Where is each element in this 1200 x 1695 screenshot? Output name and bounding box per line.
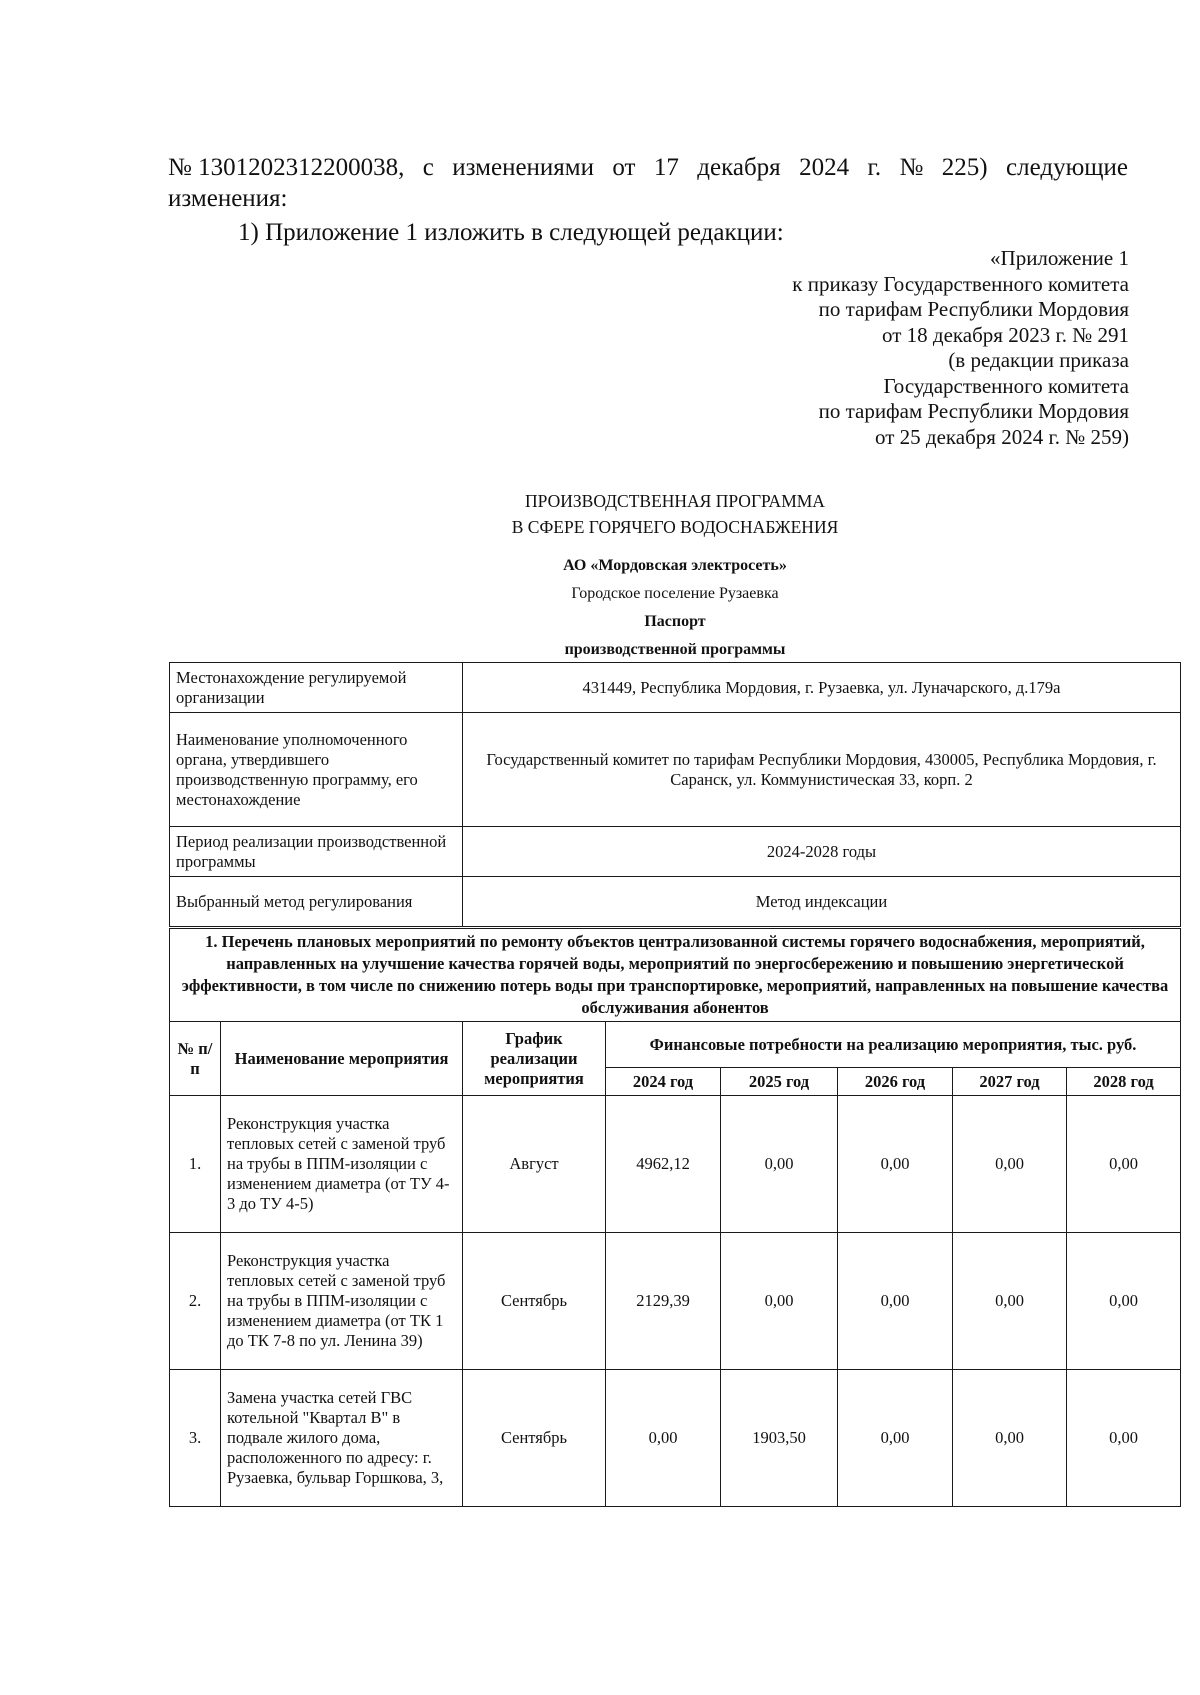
passport-value: Государственный комитет по тарифам Республики Мордовия, 430005, Республика Мордовия, г. Саранск, ул. Коммунистическая 33, корп. 2 (463, 713, 1181, 827)
appendix-header (569, 246, 1129, 450)
row-number: 3. (170, 1370, 221, 1507)
row-number: 1. (170, 1096, 221, 1233)
cell-2026: 0,00 (838, 1370, 953, 1507)
amendment-item-1: 1) Приложение 1 изложить в следующей редакции: (238, 219, 784, 246)
year-header: 2024 год (606, 1068, 721, 1096)
cell-2025: 0,00 (721, 1096, 838, 1233)
measure-schedule: Сентябрь (463, 1233, 606, 1370)
cell-2026: 0,00 (838, 1233, 953, 1370)
section-heading: 1. Перечень плановых мероприятий по ремонту объектов централизованной системы горячего водоснабжения, мероприятий, направленных на улучшение качества горячей воды, мероприятий по энергосбережению и повышению энергетической эффективности, в том числе по снижению потерь воды при транспортировке, мероприятий, направленных на повышение качества обслуживания абонентов (170, 929, 1181, 1022)
cell-2027: 0,00 (953, 1370, 1067, 1507)
cell-2024: 2129,39 (606, 1233, 721, 1370)
passport-label: Местонахождение регулируемой организации (170, 663, 463, 713)
appendix-line: по тарифам Республики Мордовия (818, 399, 1129, 423)
cell-2028: 0,00 (1067, 1233, 1181, 1370)
cell-2024: 0,00 (606, 1370, 721, 1507)
cell-2027: 0,00 (953, 1233, 1067, 1370)
measures-table (169, 928, 1181, 1507)
passport-row (170, 713, 1181, 827)
passport-value: 2024-2028 годы (463, 827, 1181, 877)
cell-2024: 4962,12 (606, 1096, 721, 1233)
program-title: ПРОИЗВОДСТВЕННАЯ ПРОГРАММА В СФЕРЕ ГОРЯЧЕГО ВОДОСНАБЖЕНИЯ (511, 491, 839, 537)
organization-block (300, 552, 1050, 664)
settlement-name: Городское поселение Рузаевка (571, 585, 779, 602)
appendix-line: (в редакции приказа (948, 348, 1129, 372)
passport-table (169, 662, 1181, 927)
cell-2028: 0,00 (1067, 1096, 1181, 1233)
row-number: 2. (170, 1233, 221, 1370)
appendix-line: от 25 декабря 2024 г. № 259) (875, 424, 1129, 449)
cell-2025: 1903,50 (721, 1370, 838, 1507)
appendix-line: Государственного комитета (883, 373, 1129, 398)
table-row (170, 1370, 1181, 1507)
intro-line-2: изменения: (168, 185, 288, 212)
passport-row (170, 827, 1181, 877)
passport-label: Наименование уполномоченного органа, утвердившего производственную программу, его местонахождение (170, 713, 463, 827)
cell-2027: 0,00 (953, 1096, 1067, 1233)
passport-subheading: производственной программы (564, 641, 786, 658)
col-header-name: Наименование мероприятия (221, 1022, 463, 1096)
measure-name: Реконструкция участка тепловых сетей с заменой труб на трубы в ППМ-изоляции с изменением диаметра (от ТК 1 до ТК 7-8 по ул. Ленина 39) (221, 1233, 463, 1370)
year-header: 2028 год (1067, 1068, 1181, 1096)
table-row (170, 1096, 1181, 1233)
measure-schedule: Сентябрь (463, 1370, 606, 1507)
cell-2026: 0,00 (838, 1096, 953, 1233)
col-header-num: № п/п (170, 1022, 221, 1096)
passport-row (170, 663, 1181, 713)
intro-paragraph (168, 152, 1128, 214)
year-header: 2027 год (953, 1068, 1067, 1096)
appendix-line: «Приложение 1 (990, 246, 1129, 270)
section-heading-row (170, 929, 1181, 1022)
appendix-line: от 18 декабря 2023 г. № 291 (882, 322, 1129, 347)
measure-name: Реконструкция участка тепловых сетей с заменой труб на трубы в ППМ-изоляции с изменением диаметра (от ТУ 4-3 до ТУ 4-5) (221, 1096, 463, 1233)
col-header-schedule: График реализации мероприятия (463, 1022, 606, 1096)
header-row (170, 1022, 1181, 1068)
year-header: 2025 год (721, 1068, 838, 1096)
measure-name: Замена участка сетей ГВС котельной "Квартал В" в подвале жилого дома, расположенного по адресу: г. Рузаевка, бульвар Горшкова, 3, (221, 1370, 463, 1507)
cell-2025: 0,00 (721, 1233, 838, 1370)
passport-row (170, 877, 1181, 927)
passport-value: Метод индексации (463, 877, 1181, 927)
appendix-line: к приказу Государственного комитета (792, 271, 1129, 296)
table-row (170, 1233, 1181, 1370)
measure-schedule: Август (463, 1096, 606, 1233)
intro-line-1: № 1301202312200038, с изменениями от 17 декабря 2024 г. № 225) следующие (168, 154, 1128, 181)
passport-value: 431449, Республика Мордовия, г. Рузаевка, ул. Луначарского, д.179а (463, 663, 1181, 713)
col-header-finance: Финансовые потребности на реализацию мероприятия, тыс. руб. (606, 1022, 1181, 1068)
passport-label: Период реализации производственной программы (170, 827, 463, 877)
cell-2028: 0,00 (1067, 1370, 1181, 1507)
appendix-line: по тарифам Республики Мордовия (818, 297, 1129, 321)
year-header: 2026 год (838, 1068, 953, 1096)
passport-label: Выбранный метод регулирования (170, 877, 463, 927)
organization-name: АО «Мордовская электросеть» (563, 557, 787, 574)
passport-heading: Паспорт (644, 613, 706, 630)
